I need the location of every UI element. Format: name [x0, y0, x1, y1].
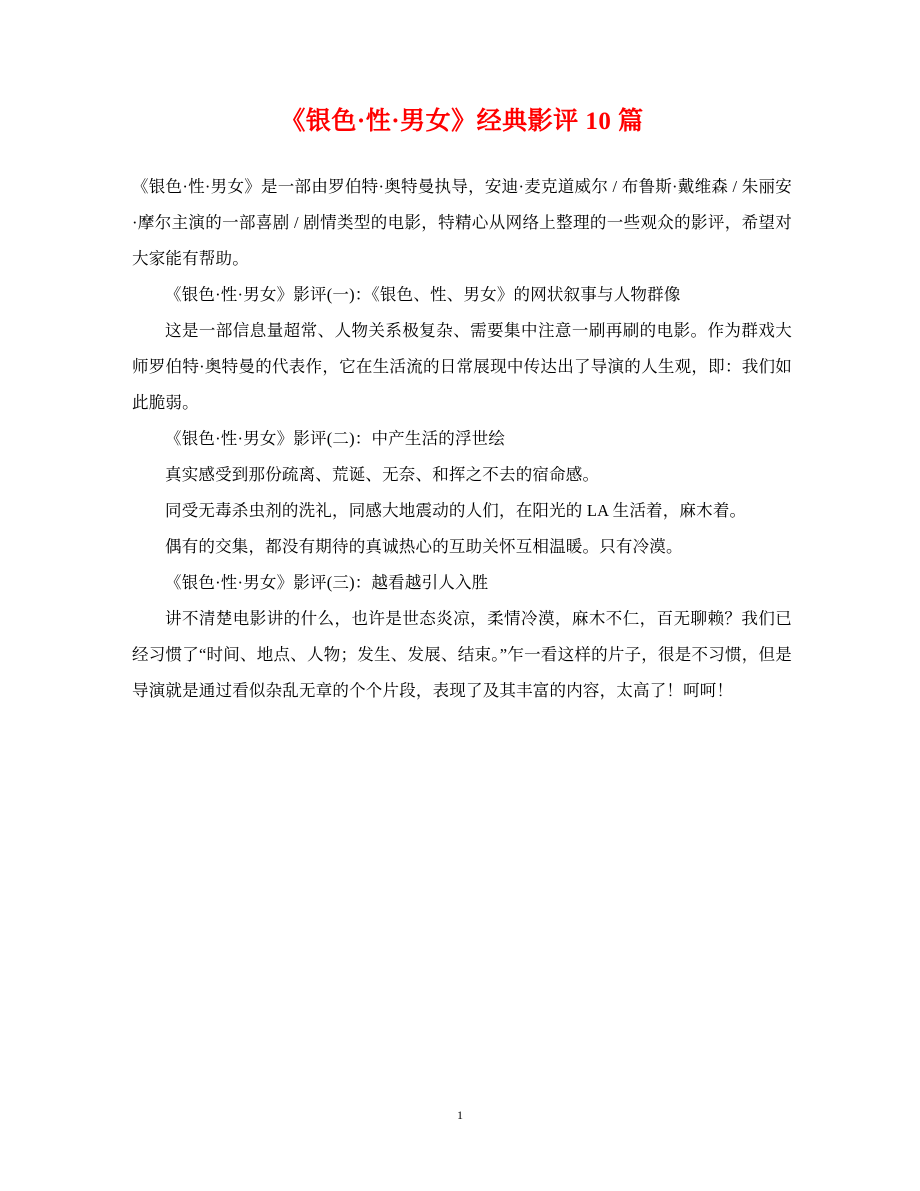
paragraph-review-three-heading: 《银色·性·男女》影评(三)：越看越引人入胜	[165, 572, 489, 592]
paragraph-review-two-body-2: 同受无毒杀虫剂的洗礼，同感大地震动的人们，在阳光的 LA 生活着，麻木着。	[165, 500, 747, 520]
paragraph-review-one-heading: 《银色·性·男女》影评(一)：《银色、性、男女》的网状叙事与人物群像	[165, 284, 681, 304]
page-title: 《银色·性·男女》经典影评 10 篇	[280, 108, 644, 135]
page-number: 1	[457, 1108, 463, 1122]
document-body	[132, 104, 792, 709]
paragraph-intro: 《银色·性·男女》是一部由罗伯特·奥特曼执导，安迪·麦克道威尔 / 布鲁斯·戴维森 / 朱丽安·摩尔主演的一部喜剧 / 剧情类型的电影，特精心从网络上整理的一些观众的影评，希望对大家能有帮助。	[132, 177, 792, 268]
paragraph-review-two-body-1: 真实感受到那份疏离、荒诞、无奈、和挥之不去的宿命感。	[165, 464, 600, 484]
paragraph-review-one-body: 这是一部信息量超常、人物关系极复杂、需要集中注意一刷再刷的电影。作为群戏大师罗伯特·奥特曼的代表作，它在生活流的日常展现中传达出了导演的人生观，即：我们如此脆弱。	[132, 320, 792, 412]
paragraph-review-two-body-3: 偶有的交集，都没有期待的真诚热心的互助关怀互相温暖。只有冷漠。	[165, 536, 683, 556]
paragraph-review-two-heading: 《银色·性·男女》影评(二)：中产生活的浮世绘	[165, 428, 506, 448]
paragraph-review-three-body: 讲不清楚电影讲的什么，也许是世态炎凉，柔情冷漠，麻木不仁，百无聊赖？我们已经习惯了“时间、地点、人物；发生、发展、结束。”乍一看这样的片子，很是不习惯，但是导演就是通过看似杂乱无章的个个片段，表现了及其丰富的内容，太高了！呵呵！	[132, 608, 792, 700]
